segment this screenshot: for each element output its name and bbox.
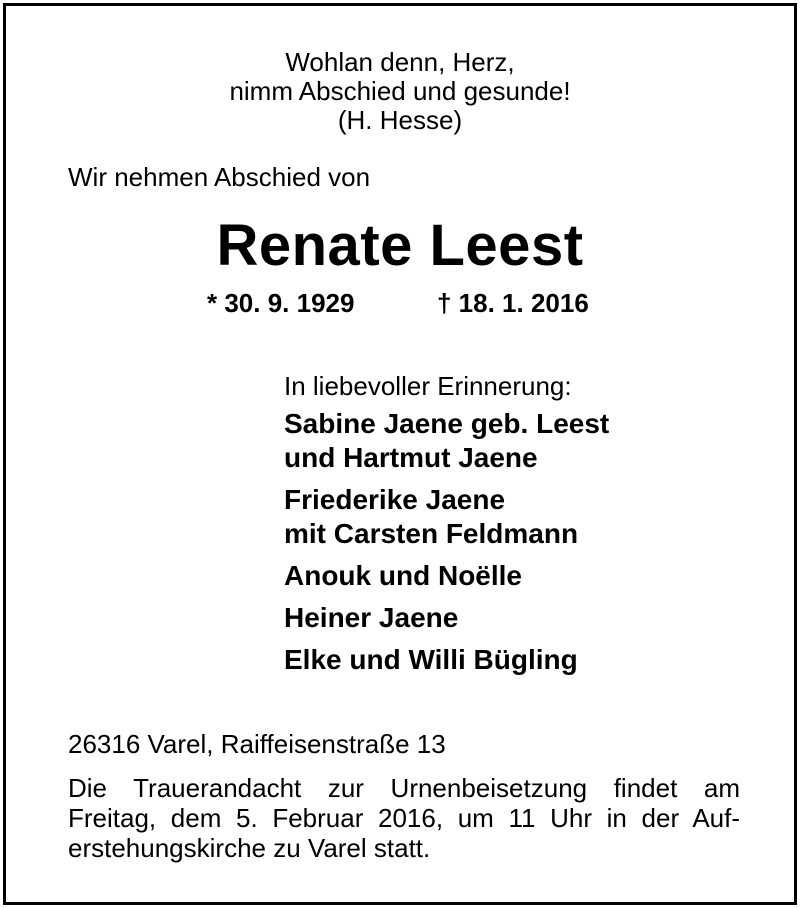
deceased-name: Renate Leest	[216, 213, 584, 278]
memory-label: In liebevoller Erinnerung:	[284, 371, 572, 401]
obituary-notice	[3, 3, 797, 905]
mourner-line: mit Carsten Feldmann	[284, 518, 579, 549]
mourner-group	[284, 483, 609, 551]
birth-date: * 30. 9. 1929	[207, 288, 355, 318]
quote-line: Wohlan denn, Herz,	[285, 47, 515, 77]
mourners-list	[284, 407, 609, 685]
mourner-line: Elke und Willi Bügling	[284, 644, 578, 675]
service-line: erstehungskirche zu Varel statt.	[68, 833, 431, 863]
mourner-group	[284, 559, 609, 593]
mourner-group	[284, 643, 609, 677]
mourner-line: Heiner Jaene	[284, 602, 459, 633]
service-line: Die Trauerandacht zur Urnenbeisetzung findet am	[68, 773, 740, 803]
address: 26316 Varel, Raiffeisenstraße 13	[68, 729, 446, 759]
mourner-group	[284, 601, 609, 635]
mourner-line: Friederike Jaene	[284, 484, 506, 515]
quote-line: nimm Abschied und gesunde!	[229, 76, 571, 106]
service-line: Freitag, dem 5. Februar 2016, um 11 Uhr in der Auf-	[68, 803, 740, 833]
mourner-line: und Hartmut Jaene	[284, 442, 538, 473]
mourner-line: Sabine Jaene geb. Leest	[284, 408, 610, 439]
hesse-quote	[6, 48, 794, 135]
service-announcement	[68, 773, 740, 863]
mourner-group	[284, 407, 609, 475]
intro-text: Wir nehmen Abschied von	[68, 162, 371, 192]
quote-attribution: (H. Hesse)	[337, 105, 463, 135]
mourner-line: Anouk und Noëlle	[284, 560, 522, 591]
death-date: † 18. 1. 2016	[437, 288, 589, 318]
